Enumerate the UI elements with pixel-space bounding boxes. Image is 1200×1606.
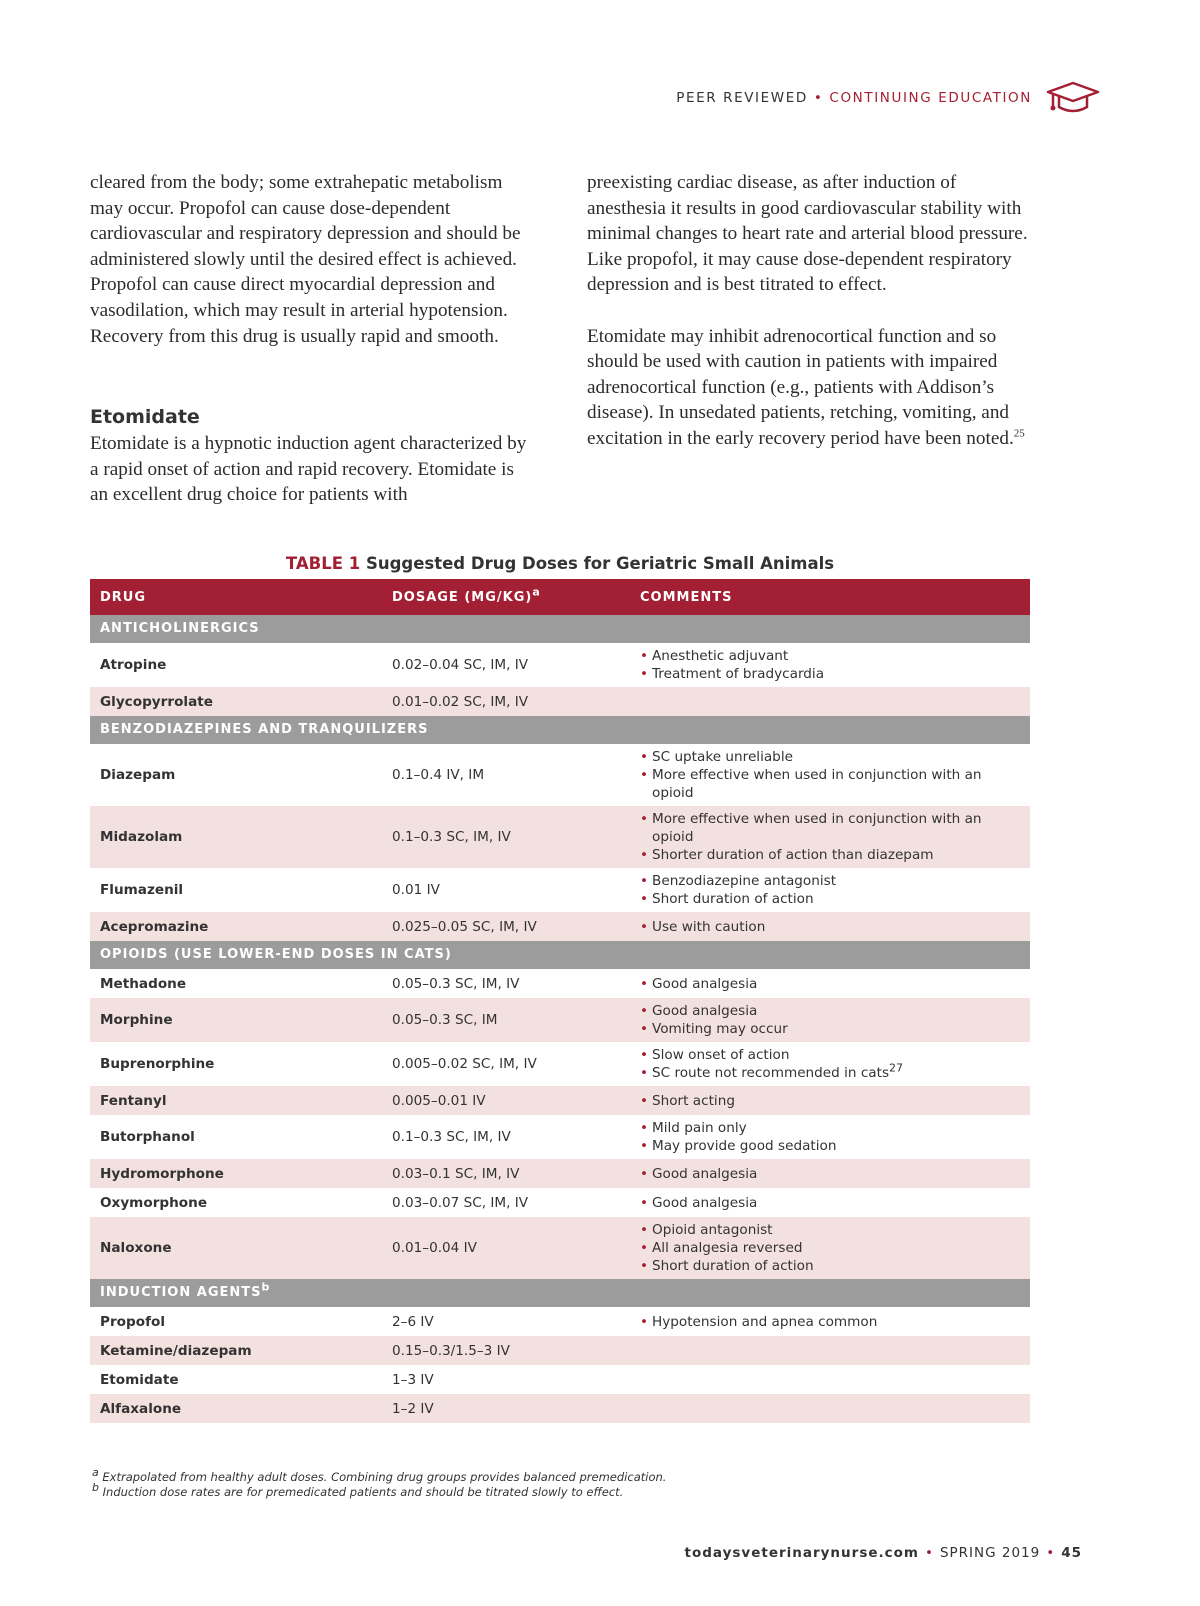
group-header	[90, 615, 1030, 643]
table-header-row	[90, 579, 1030, 615]
dosage-cell: 0.05–0.3 SC, IM, IV	[392, 975, 520, 992]
drug-name-cell: Buprenorphine	[100, 1056, 215, 1072]
page-footer	[684, 1545, 1082, 1561]
table-footnotes	[92, 1466, 667, 1500]
comment-text: Short acting	[652, 1092, 735, 1109]
comments-cell	[630, 1394, 1030, 1423]
comment-item	[640, 918, 1020, 936]
comment-text: Short duration of action	[652, 1258, 814, 1274]
drug-name-cell: Flumazenil	[100, 882, 184, 898]
dosage-cell: 0.025–0.05 SC, IM, IV	[382, 912, 630, 941]
comments-cell	[630, 806, 1030, 868]
group-header-row	[90, 941, 1030, 969]
comments-list	[640, 1165, 1020, 1183]
dosage-cell: 0.1–0.3 SC, IM, IV	[382, 806, 630, 868]
table-body	[90, 615, 1030, 1423]
comment-text: Treatment of bradycardia	[652, 666, 825, 682]
dosage-cell: 0.05–0.3 SC, IM	[382, 998, 630, 1042]
drug-name-cell: Hydromorphone	[90, 1159, 382, 1188]
comment-item	[640, 975, 1020, 993]
comment-item	[640, 810, 1020, 846]
comment-text: Slow onset of action	[652, 1047, 790, 1063]
comment-item	[640, 1194, 1020, 1212]
comment-text: May provide good sedation	[652, 1138, 837, 1154]
comments-list	[640, 918, 1020, 936]
comments-list	[640, 1313, 1020, 1331]
group-header	[90, 941, 1030, 969]
drug-name-cell: Atropine	[100, 657, 167, 673]
dosage-cell: 0.01–0.04 IV	[382, 1217, 630, 1279]
group-name: ANTICHOLINERGICS	[100, 621, 260, 636]
dosage-cell: 2–6 IV	[392, 1313, 434, 1330]
footer-separator: •	[1046, 1545, 1056, 1561]
footnote	[92, 1466, 667, 1485]
footnote-mark: a	[92, 1466, 99, 1480]
group-header-row	[90, 615, 1030, 643]
group-name-note: b	[261, 1280, 271, 1294]
table-row	[90, 1086, 1030, 1115]
footer-issue: SPRING 2019	[939, 1545, 1041, 1561]
footnote-text: Extrapolated from healthy adult doses. Combining drug groups provides balanced premedication.	[102, 1470, 667, 1484]
dosage-cell: 0.005–0.02 SC, IM, IV	[392, 1056, 537, 1072]
comment-text: Short duration of action	[652, 891, 814, 907]
comment-text: Mild pain only	[652, 1120, 747, 1136]
etomidate-heading: Etomidate	[90, 406, 200, 429]
comment-text: SC uptake unreliable	[652, 749, 793, 765]
left-paragraph-2: Etomidate is a hypnotic induction agent characterized by a rapid onset of action and rapid recovery. Etomidate is an excellent drug choice for patients with	[90, 433, 527, 506]
right-paragraph-1: preexisting cardiac disease, as after induction of anesthesia it results in good cardiovascular stability with minimal changes to heart rate and arterial blood pressure. Like propofol, it may cause dose-dependent respiratory depression and is best titrated to effect.	[587, 172, 1028, 296]
comments-cell	[630, 1159, 1030, 1188]
drug-name-cell: Naloxone	[90, 1217, 382, 1279]
table-row	[90, 1336, 1030, 1365]
group-header-row	[90, 1279, 1030, 1307]
comments-cell	[630, 744, 1030, 806]
left-paragraph-1: cleared from the body; some extrahepatic metabolism may occur. Propofol can cause dose-dependent cardiovascular and respiratory depression and should be administered slowly until the desired effect is achieved. Propofol can cause direct myocardial depression and vasodilation, which may result in arterial hypotension. Recovery from this drug is usually rapid and smooth.	[90, 172, 521, 347]
comment-text: Good analgesia	[652, 1003, 758, 1019]
comments-list	[640, 1119, 1020, 1155]
comment-text: Good analgesia	[652, 975, 758, 992]
dosage-cell: 0.01 IV	[392, 882, 440, 898]
comments-cell	[630, 1115, 1030, 1159]
group-header-row	[90, 716, 1030, 744]
comments-cell	[630, 1086, 1030, 1115]
comment-item	[640, 665, 1020, 683]
comments-list	[640, 1221, 1020, 1275]
page-header	[676, 80, 1100, 116]
comments-cell	[630, 1217, 1030, 1279]
right-paragraph-2	[587, 324, 1032, 452]
comments-cell	[630, 1307, 1030, 1336]
group-name: BENZODIAZEPINES AND TRANQUILIZERS	[100, 722, 429, 737]
table-row	[90, 912, 1030, 941]
graduation-cap-icon	[1046, 80, 1100, 116]
comment-item	[640, 1020, 1020, 1038]
comments-cell	[630, 868, 1030, 912]
dosage-cell: 0.03–0.07 SC, IM, IV	[392, 1194, 529, 1211]
comment-item	[640, 890, 1020, 908]
table-row	[90, 1115, 1030, 1159]
comments-list	[640, 647, 1020, 683]
comment-item	[640, 1092, 1020, 1110]
table-row	[90, 1217, 1030, 1279]
footer-separator: •	[924, 1545, 934, 1561]
comments-list	[640, 1002, 1020, 1038]
comments-list	[640, 1194, 1020, 1212]
comment-text: More effective when used in conjunction with an opioid	[652, 767, 982, 801]
comments-cell	[630, 687, 1030, 716]
drug-name-cell: Glycopyrrolate	[90, 687, 382, 716]
dosage-cell: 0.01–0.02 SC, IM, IV	[382, 687, 630, 716]
comment-text: Vomiting may occur	[652, 1021, 788, 1037]
comment-text: Hypotension and apnea common	[652, 1313, 878, 1330]
table-row	[90, 1394, 1030, 1423]
table-row	[90, 1307, 1030, 1336]
comment-text: Anesthetic adjuvant	[652, 648, 789, 664]
comment-text: SC route not recommended in cats	[652, 1065, 890, 1081]
table-row	[90, 998, 1030, 1042]
comment-item	[640, 1046, 1020, 1064]
drug-name-cell: Diazepam	[100, 767, 176, 783]
comments-cell	[630, 969, 1030, 998]
drug-doses-table	[90, 579, 1030, 1423]
comments-cell	[630, 1336, 1030, 1365]
comment-text: More effective when used in conjunction with an opioid	[652, 811, 982, 845]
drug-name-cell: Morphine	[90, 998, 382, 1042]
comments-list	[640, 748, 1020, 802]
comment-item	[640, 647, 1020, 665]
comments-list	[640, 872, 1020, 908]
dosage-cell: 0.03–0.1 SC, IM, IV	[382, 1159, 630, 1188]
comment-item	[640, 1257, 1020, 1275]
dosage-cell: 0.005–0.01 IV	[382, 1086, 630, 1115]
reference-superscript: 27	[889, 1061, 904, 1075]
table-row	[90, 744, 1030, 806]
table-row	[90, 868, 1030, 912]
header-category: CONTINUING EDUCATION	[829, 90, 1032, 106]
footnote-mark: b	[92, 1481, 99, 1495]
comments-cell	[630, 912, 1030, 941]
drug-name-cell: Fentanyl	[90, 1086, 382, 1115]
comment-item	[640, 1061, 1020, 1082]
comment-item	[640, 846, 1020, 864]
comments-list	[640, 1092, 1020, 1110]
comment-text: Good analgesia	[652, 1165, 758, 1182]
comments-list	[640, 1046, 1020, 1082]
footnote-text: Induction dose rates are for premedicated patients and should be titrated slowly to effect.	[102, 1485, 624, 1499]
comment-text: Use with caution	[652, 918, 766, 935]
table-row	[90, 1159, 1030, 1188]
comment-text: Good analgesia	[652, 1194, 758, 1211]
drug-name-cell: Oxymorphone	[100, 1194, 208, 1211]
comments-cell	[630, 1365, 1030, 1394]
group-name: INDUCTION AGENTS	[100, 1285, 262, 1300]
group-header	[90, 716, 1030, 744]
footer-site: todaysveterinarynurse.com	[684, 1545, 919, 1561]
drug-name-cell: Acepromazine	[90, 912, 382, 941]
comment-item	[640, 1002, 1020, 1020]
group-name: OPIOIDS (USE LOWER-END DOSES IN CATS)	[100, 947, 452, 962]
header-text	[676, 90, 1032, 106]
table-row	[90, 1188, 1030, 1217]
right-column	[587, 170, 1032, 452]
comments-cell	[630, 998, 1030, 1042]
drug-name-cell: Midazolam	[90, 806, 382, 868]
drug-name-cell: Alfaxalone	[90, 1394, 382, 1423]
comment-item	[640, 1137, 1020, 1155]
reference-superscript: 25	[1013, 427, 1025, 440]
header-section: PEER REVIEWED	[676, 90, 808, 106]
drug-name-cell: Ketamine/diazepam	[90, 1336, 382, 1365]
comment-text: Benzodiazepine antagonist	[652, 873, 837, 889]
table-row	[90, 969, 1030, 998]
group-header	[90, 1279, 1030, 1307]
table-title-text: Suggested Drug Doses for Geriatric Small Animals	[365, 554, 835, 573]
column-header-comments: COMMENTS	[630, 579, 1030, 615]
header-separator: •	[813, 90, 824, 106]
comment-text: Opioid antagonist	[652, 1222, 773, 1238]
comment-text: All analgesia reversed	[652, 1240, 803, 1256]
comments-cell	[630, 643, 1030, 687]
comment-item	[640, 1165, 1020, 1183]
comments-list	[640, 975, 1020, 993]
comment-item	[640, 1239, 1020, 1257]
footnote	[92, 1481, 666, 1500]
drug-name-cell: Propofol	[100, 1313, 165, 1330]
table-row	[90, 643, 1030, 687]
comment-item	[640, 1313, 1020, 1331]
comment-item	[640, 1119, 1020, 1137]
drug-name-cell: Butorphanol	[100, 1129, 195, 1145]
dosage-cell: 0.02–0.04 SC, IM, IV	[392, 657, 529, 673]
page-number: 45	[1061, 1545, 1082, 1561]
comments-cell	[630, 1188, 1030, 1217]
table-title	[90, 554, 1030, 573]
dosage-cell: 0.1–0.3 SC, IM, IV	[392, 1129, 511, 1145]
table-row	[90, 806, 1030, 868]
comments-cell	[630, 1042, 1030, 1086]
column-header-dosage	[382, 579, 630, 615]
column-header-drug: DRUG	[90, 579, 382, 615]
dosage-cell: 1–3 IV	[392, 1371, 434, 1388]
dosage-cell: 0.15–0.3/1.5–3 IV	[382, 1336, 630, 1365]
column-header-dosage-text: DOSAGE (MG/KG)	[392, 589, 533, 605]
left-column	[90, 170, 535, 508]
comment-item	[640, 766, 1020, 802]
column-header-dosage-note: a	[532, 585, 541, 599]
comment-item	[640, 872, 1020, 890]
dosage-cell: 0.1–0.4 IV, IM	[392, 767, 485, 783]
drug-name-cell: Etomidate	[100, 1371, 179, 1388]
comment-item	[640, 748, 1020, 766]
comments-list	[640, 810, 1020, 864]
drug-name-cell: Methadone	[100, 975, 187, 992]
table-label: TABLE 1	[285, 554, 361, 573]
right-paragraph-2-text: Etomidate may inhibit adrenocortical function and so should be used with caution in patients with impaired adrenocortical function (e.g., patients with Addison’s disease). In unsedated patients, retching, vomiting, and excitation in the early recovery period have been noted.	[587, 325, 1014, 449]
comment-text: Shorter duration of action than diazepam	[652, 847, 934, 863]
comment-item	[640, 1221, 1020, 1239]
table-row	[90, 1365, 1030, 1394]
table-row	[90, 687, 1030, 716]
dosage-cell: 1–2 IV	[382, 1394, 630, 1423]
table-row	[90, 1042, 1030, 1086]
